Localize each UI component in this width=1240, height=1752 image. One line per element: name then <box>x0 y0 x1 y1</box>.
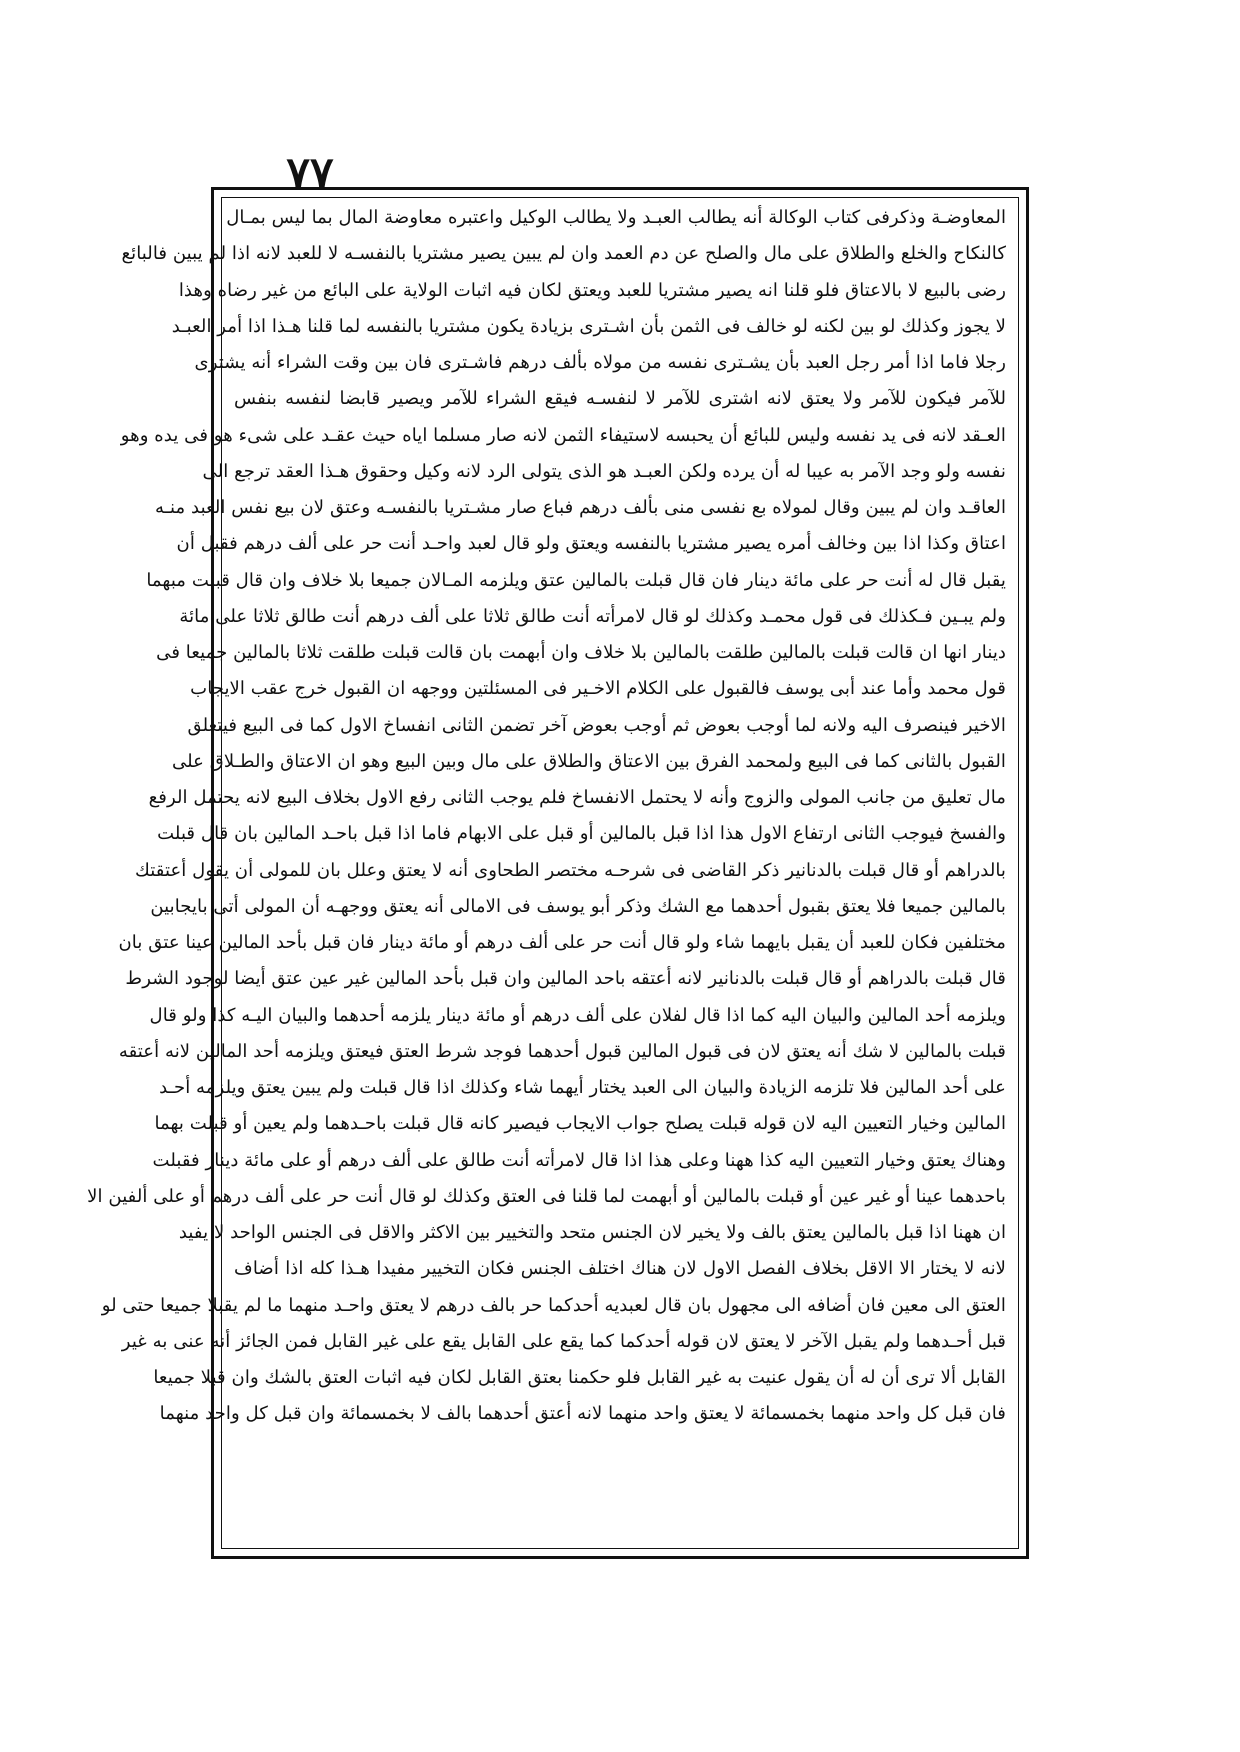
text-line: دينار انها ان قالت قبلت بالمالين طلقت بالمالين بلا خلاف وان أبهمت بان قالت قبلت طلقت ثلاثا بالمالين جميعا فى <box>156 642 1006 663</box>
text-line: على أحد المالين فلا تلزمه الزيادة والبيان الى العبد يختار أيهما شاء وكذلك اذا قال قبلت ولم يبين يعتق ويلزمه أحـد <box>159 1077 1006 1098</box>
text-line: وهناك يعتق وخيار التعيين اليه كذا ههنا وعلى هذا اذا قال لامرأته أنت طالق على ألف درهم أو على مائة دينار فقبلت <box>152 1149 1006 1171</box>
text-line: المالين وخيار التعيين اليه لان قوله قبلت يصلح جواب الايجاب فيصير كانه قال قبلت باحـدهما ولم يعين أو قبلت بهما <box>154 1113 1006 1135</box>
text-line: نفسه ولو وجد الآمر به عيبا له أن يرده ولكن العبـد هو الذى يتولى الرد لانه وكيل وحقوق هـذا العقد ترجع الى <box>202 460 1006 482</box>
text-line: كالنكاح والخلع والطلاق على مال والصلح عن دم العمد وان لم يبين يصير مشتريا بالنفسـه لا للعبد لانه اذا لم يبين فالبائع <box>121 243 1006 265</box>
text-line: العتق الى معين فان أضافه الى مجهول بان قال لعبديه أحدكما حر بالف درهم لا يعتق واحـد منهما ما لم يقبلا جميعا حتى لو <box>101 1294 1006 1316</box>
text-line: القبول بالثانى كما فى البيع ولمحمد الفرق بين الاعتاق والطلاق على مال وبين البيع وهو ان الاعتاق والطـلاق على <box>171 750 1006 772</box>
text-line: قول محمد وأما عند أبى يوسف فالقبول على الكلام الاخـير فى المسئلتين ووجهه ان القبول خرج عقب الايجاب <box>190 678 1006 700</box>
text-line: الاخير فينصرف اليه ولانه لما أوجب بعوض ثم أوجب بعوض آخر تضمن الثانى انفساخ الاول كما فى البيع فيتعلق <box>187 714 1006 736</box>
text-line: ولم يبـين فـكذلك فى قول محمـد وكذلك لو قال لامرأته أنت طالق ثلاثا على ألف درهم أنت طالق ثلاثا على مائة <box>179 605 1006 627</box>
text-line: القابل ألا ترى أن له أن يقول عنيت به غير القابل فلو حكمنا بعتق القابل لكان فيه اثبات العتق بالشك وان قبلا جميعا <box>153 1367 1006 1388</box>
text-line: مال تعليق من جانب المولى والزوج وأنه لا يحتمل الانفساخ فلم يوجب الثانى رفع الاول بخلاف البيع لانه يحتمل الرفع <box>148 787 1006 808</box>
text-line: العـقد لانه فى يد نفسه وليس للبائع أن يحبسه لاستيفاء الثمن لانه صار مسلما اياه حيث عقـد على شىء هو فى يده وهو <box>120 424 1006 446</box>
text-line: قبل أحـدهما ولم يقبل الآخر لا يعتق لان قوله أحدكما كما يقع على القابل يقع على غير القابل فمن الجائز أنه عنى به غير <box>121 1330 1006 1352</box>
page-text <box>87 200 1006 1542</box>
text-line: ان ههنا اذا قبل بالمالين يعتق بالف ولا يخير لان الجنس متحد والتخيير بين الاكثر والاقل فى الجنس الواحد لا يفيد <box>178 1222 1006 1243</box>
text-line: للآمر فيكون للآمر ولا يعتق لانه اشترى للآمر لا لنفسـه فيقع الشراء للآمر ويصير قابضا لنفسه بنفس <box>234 388 1006 410</box>
text-line: قال قبلت بالدراهم أو قال قبلت بالدنانير لانه أعتقه باحد المالين وان قبل بأحد المالين غير عين عتق أيضا لوجود الشرط <box>125 968 1006 990</box>
text-line: فان قبل كل واحد منهما بخمسمائة لا يعتق واحد منهما لانه أعتق أحدهما بالف لا بخمسمائة وان قبل كل واحد منهما <box>159 1403 1006 1425</box>
text-line: بالمالين جميعا فلا يعتق بقبول أحدهما مع الشك وذكر أبو يوسف فى الامالى أنه يعتق ووجهـه أن المولى أتى بايجابين <box>150 895 1006 917</box>
text-line: لانه لا يختار الا الاقل بخلاف الفصل الاول لان هناك اختلف الجنس فكان التخيير مفيدا هـذا كله اذا أضاف <box>234 1258 1006 1280</box>
text-line: باحدهما عينا أو غير عين أو قبلت بالمالين أو أبهمت لما قلنا فى العتق وكذلك لو قال أنت حر على ألف درهم أو على ألفين الا <box>87 1185 1006 1207</box>
text-line: العاقـد وان لم يبين وقال لمولاه بع نفسى منى بألف درهم فباع صار مشـتريا بالنفسـه وعتق لان بيع نفس العبد منـه <box>154 497 1006 518</box>
text-line: رجلا فاما اذا أمر رجل العبد بأن يشـترى نفسه من مولاه بألف درهم فاشـترى فان بين وقت الشراء أنه يشترى <box>194 352 1006 373</box>
text-line: ويلزمه أحد المالين والبيان اليه كما اذا قال لفلان على ألف درهم أو مائة دينار يلزمه أحدهما والبيان اليـه كذا ولو قال <box>149 1004 1006 1026</box>
text-line: مختلفين فكان للعبد أن يقبل بايهما شاء ولو قال أنت حر على ألف درهم أو مائة دينار فان قبل بأحد المالين عينا عتق بان <box>118 932 1006 953</box>
text-line: والفسخ فيوجب الثانى ارتفاع الاول هذا اذا قبل بالمالين أو قبل على الابهام فاما اذا قبل باحـد المالين بان قال قبلت <box>157 823 1006 845</box>
text-line: يقبل قال له أنت حر على مائة دينار فان قال قبلت بالمالين عتق ويلزمه المـالان جميعا بلا خلاف وان قال قبلت مبهما <box>146 569 1006 591</box>
text-line: اعتاق وكذا اذا بين وخالف أمره يصير مشتريا بالنفسه ويعتق ولو قال لعبد واحـد أنت حر على ألف درهم فقبل أن <box>176 533 1006 555</box>
text-line: بالدراهم أو قال قبلت بالدنانير ذكر القاضى فى شرحـه مختصر الطحاوى أنه لا يعتق وعلل بان للمولى أن يقول أعتقتك <box>134 859 1006 881</box>
text-line: لا يجوز وكذلك لو بين لكنه لو خالف فى الثمن بأن اشـترى بزيادة يكون مشتريا بالنفسه لما قلنا هـذا اذا أمر العبـد <box>171 315 1006 337</box>
text-line: رضى بالبيع لا بالاعتاق فلو قلنا انه يصير مشتريا للعبد ويعتق لكان فيه اثبات الولاية على البائع من غير رضاه وهذا <box>178 279 1006 301</box>
page-number: ٧٧ <box>286 148 334 199</box>
text-line: المعاوضـة وذكرفى كتاب الوكالة أنه يطالب العبـد ولا يطالب الوكيل واعتبره معاوضة المال بما ليس بمـال <box>226 207 1006 228</box>
text-line: قبلت بالمالين لا شك أنه يعتق لان فى قبول المالين قبول أحدهما فوجد شرط العتق فيعتق ويلزمه أحد المالين لانه أعتقه <box>118 1040 1006 1062</box>
